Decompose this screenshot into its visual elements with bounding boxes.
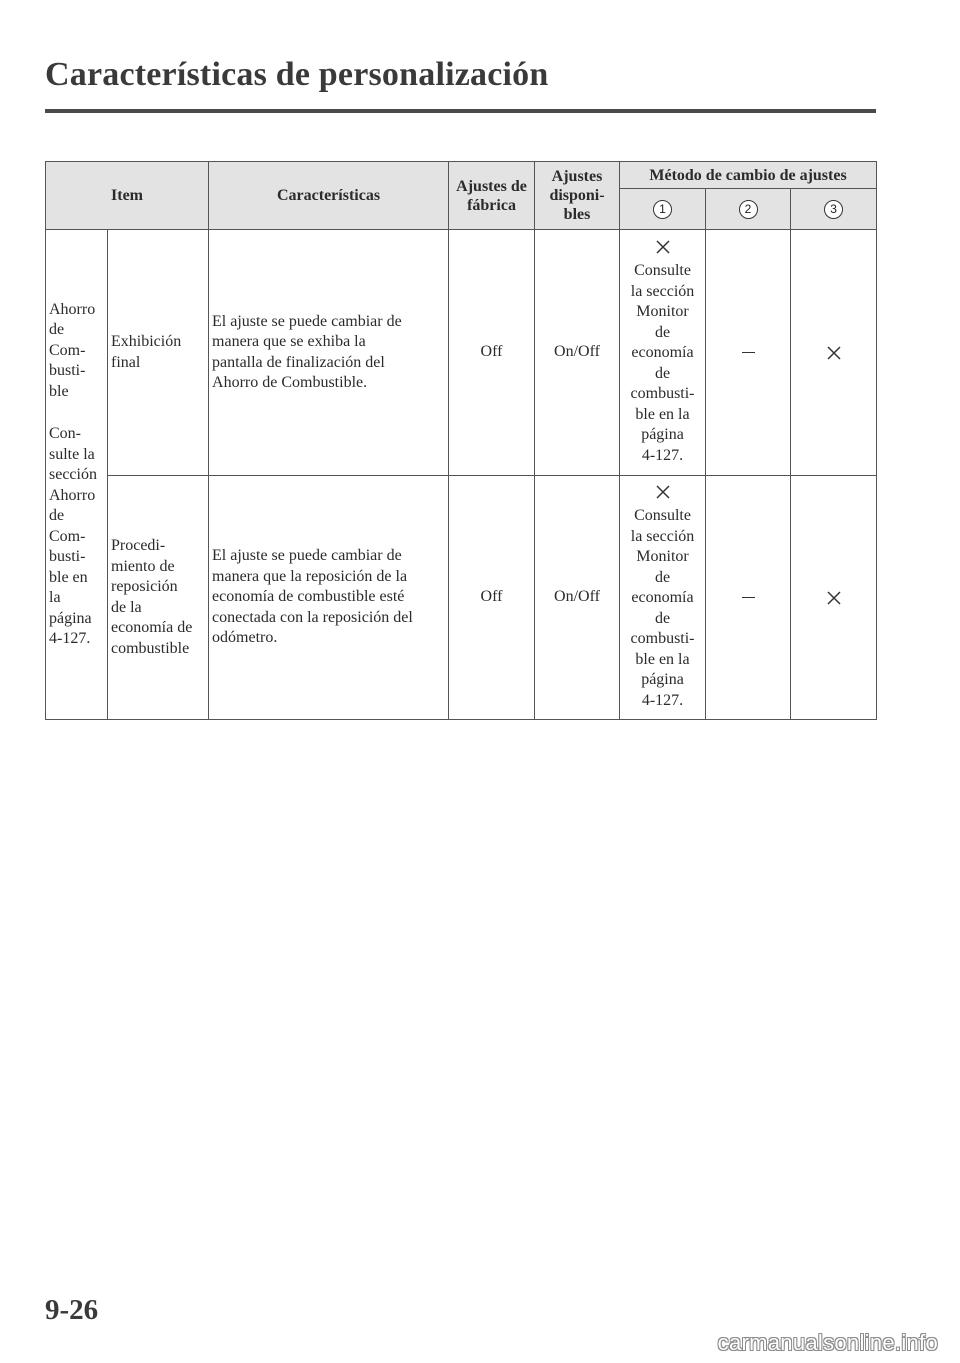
header-metodo: Método de cambio de ajustes (620, 162, 877, 189)
x-mark-icon (826, 345, 842, 361)
x-mark-icon (655, 484, 671, 500)
method-1-cell: Consulte la sección Monitor de economía de combusti- ble en la página 4-127. (620, 476, 706, 720)
settings-table (45, 161, 877, 720)
x-mark-icon (655, 239, 671, 255)
method-3-cell (791, 476, 877, 720)
feature-cell: Exhibición final (108, 230, 209, 476)
title-divider (45, 109, 876, 113)
method-2-cell (706, 476, 791, 720)
page-number: 9-26 (45, 1294, 99, 1326)
header-method-3 (791, 189, 877, 230)
header-method-2 (706, 189, 791, 230)
dash-icon (742, 352, 755, 353)
factory-setting-cell: Off (449, 476, 535, 720)
page-title: Características de personalización (45, 56, 549, 93)
header-method-1 (620, 189, 706, 230)
number-3-icon: 3 (824, 200, 843, 219)
dash-icon (742, 597, 755, 598)
header-ajustes-fabrica: Ajustes de fábrica (449, 162, 535, 230)
factory-setting-cell: Off (449, 230, 535, 476)
number-2-icon: 2 (739, 200, 758, 219)
header-item: Item (46, 162, 209, 230)
number-1-icon: 1 (653, 200, 672, 219)
available-settings-cell: On/Off (535, 476, 620, 720)
description-cell: El ajuste se puede cambiar de manera que la reposición de la economía de combustible esté conectada con la reposición del odómetro. (209, 476, 449, 720)
method-1-cell: Consulte la sección Monitor de economía de combusti- ble en la página 4-127. (620, 230, 706, 476)
table-row (46, 476, 877, 720)
table-row (46, 230, 877, 476)
method-2-cell (706, 230, 791, 476)
header-caracteristicas: Características (209, 162, 449, 230)
header-ajustes-disponibles: Ajustes disponi- bles (535, 162, 620, 230)
method-3-cell (791, 230, 877, 476)
available-settings-cell: On/Off (535, 230, 620, 476)
x-mark-icon (826, 590, 842, 606)
feature-cell: Procedi- miento de reposición de la economía de combustible (108, 476, 209, 720)
description-cell: El ajuste se puede cambiar de manera que se exhiba la pantalla de finalización del Ahorro de Combustible. (209, 230, 449, 476)
item-cell: Ahorro de Com- busti- ble Con- sulte la sección Ahorro de Com- busti- ble en la página 4-127. (46, 230, 108, 720)
watermark: carmanualsonline.info (717, 1330, 938, 1355)
